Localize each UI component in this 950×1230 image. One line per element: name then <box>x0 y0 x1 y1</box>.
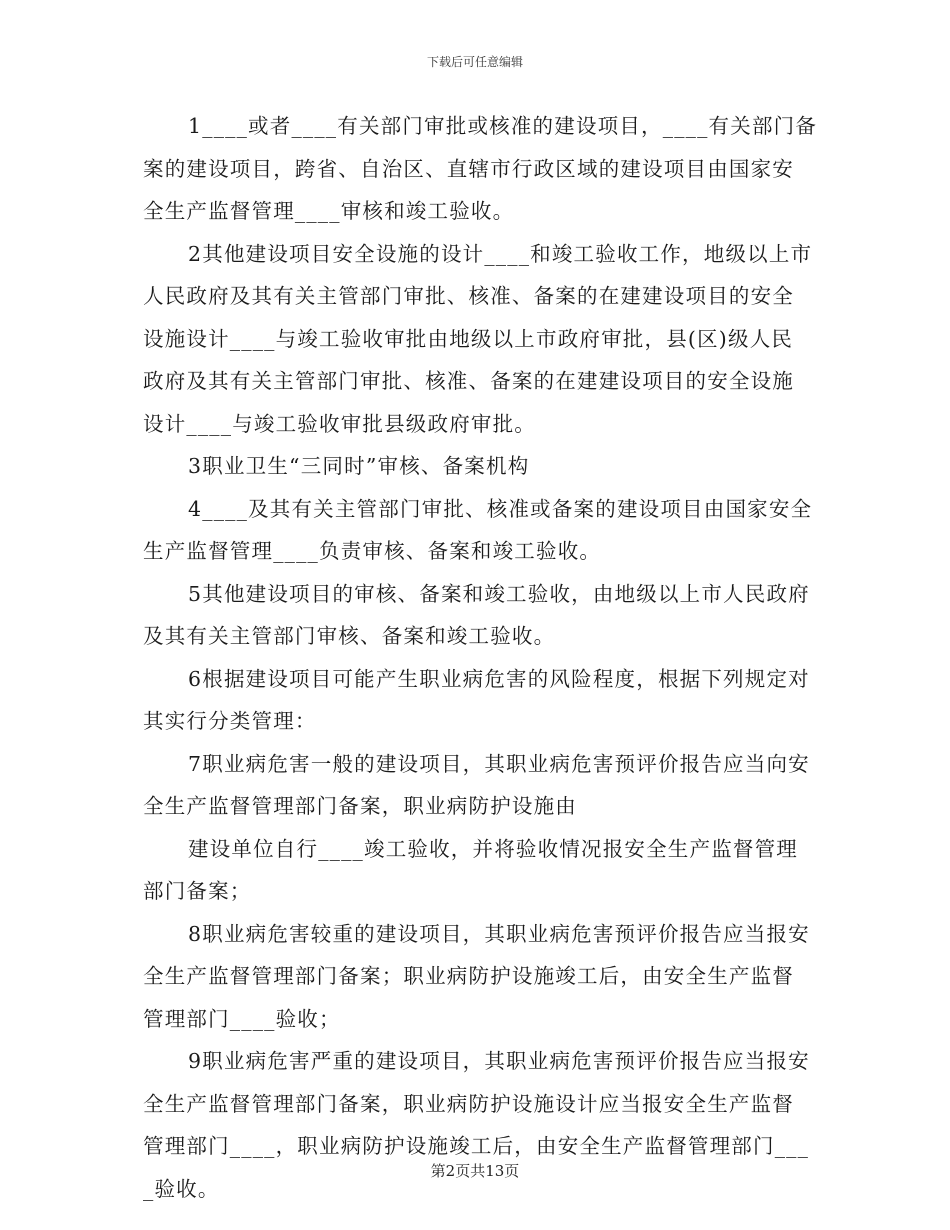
document-body <box>143 105 818 1210</box>
text-line: 其实行分类管理： <box>143 709 317 733</box>
text-line: 全生产监督管理部门备案，职业病防护设施由 <box>143 794 577 818</box>
text-line: 5其他建设项目的审核、备案和竣工验收，由地级以上市人民政府 <box>188 581 810 606</box>
text-line: 管理部门____验收； <box>143 1006 341 1031</box>
text-line: 设计____与竣工验收审批县级政府审批。 <box>143 411 536 436</box>
text-line: 7职业病危害一般的建设项目，其职业病危害预评价报告应当向安 <box>188 751 810 776</box>
text-line: 全生产监督管理____审核和竣工验收。 <box>143 199 515 223</box>
text-line: 1____或者____有关部门审批或核准的建设项目，____有关部门备 <box>188 114 818 138</box>
text-line: 2其他建设项目安全设施的设计____和竣工验收工作，地级以上市 <box>188 241 813 266</box>
text-line: 及其有关主管部门审核、备案和竣工验收。 <box>143 624 556 648</box>
text-line: 9职业病危害严重的建设项目，其职业病危害预评价报告应当报安 <box>188 1049 810 1073</box>
text-line: 全生产监督管理部门备案；职业病防护设施竣工后，由安全生产监督 <box>143 964 794 988</box>
page-number: 第2页共13页 <box>430 1162 520 1180</box>
text-line: 管理部门____，职业病防护设施竣工后，由安全生产监督管理部门___ <box>143 1134 810 1158</box>
text-line: 人民政府及其有关主管部门审批、核准、备案的在建建设项目的安全 <box>143 284 794 308</box>
text-line: 全生产监督管理部门备案，职业病防护设施设计应当报安全生产监督 <box>143 1091 794 1116</box>
text-line: 建设单位自行____竣工验收，并将验收情况报安全生产监督管理 <box>188 836 798 861</box>
body-text <box>143 105 818 1210</box>
text-line: 政府及其有关主管部门审批、核准、备案的在建建设项目的安全设施 <box>143 369 794 393</box>
page-header: 下载后可任意编辑 <box>426 55 523 69</box>
text-line: 设施设计____与竣工验收审批由地级以上市政府审批，县(区)级人民 <box>143 326 794 351</box>
text-line: 部门备案； <box>143 879 252 903</box>
text-line: _验收。 <box>143 1176 220 1201</box>
text-line: 3职业卫生“三同时”审核、备案机构 <box>188 454 530 478</box>
text-line: 6根据建设项目可能产生职业病危害的风险程度，根据下列规定对 <box>188 666 810 691</box>
text-line: 案的建设项目，跨省、自治区、直辖市行政区域的建设项目由国家安 <box>143 156 794 181</box>
text-line: 生产监督管理____负责审核、备案和竣工验收。 <box>143 539 602 563</box>
text-line: 8职业病危害较重的建设项目，其职业病危害预评价报告应当报安 <box>188 921 810 946</box>
text-line: 4____及其有关主管部门审批、核准或备案的建设项目由国家安全 <box>188 496 813 521</box>
